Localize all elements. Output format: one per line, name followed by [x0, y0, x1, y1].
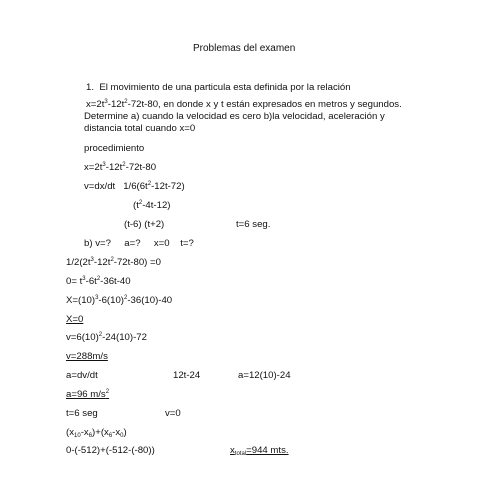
text: -12t	[93, 257, 111, 268]
statement-line-3: distancia total cuando x=0	[84, 123, 196, 134]
exponent: 2	[105, 389, 110, 395]
text: x=2t	[86, 99, 105, 110]
exponent: 2	[147, 181, 152, 187]
text: (x	[66, 427, 74, 438]
exponent: 3	[90, 257, 94, 263]
equation-cubic	[66, 276, 131, 288]
text: -x	[80, 427, 89, 438]
result-velocity: v=288m/s	[66, 351, 108, 362]
text: v=dx/dt 1/6(6t	[84, 181, 148, 192]
time-condition: t=6 seg	[66, 408, 98, 419]
equation-substitution	[66, 295, 172, 307]
text: -72t-80, en donde x y t están expresados en metros y segundos.	[127, 99, 402, 110]
subscript: 0	[120, 433, 124, 439]
question-intro-text: El movimiento de una particula esta definida por la relación	[99, 82, 351, 93]
subscript: 10	[74, 433, 81, 439]
document-title: Problemas del examen	[193, 43, 296, 54]
equation-velocity	[84, 181, 185, 193]
exponent: 3	[102, 162, 106, 168]
result-x-zero: X=0	[66, 314, 84, 325]
text: a=96 m/s	[66, 389, 106, 400]
text: )	[123, 427, 127, 438]
text: X=(10)	[66, 295, 96, 306]
velocity-condition: v=0	[165, 408, 181, 419]
equation-acceleration-value: a=12(10)-24	[238, 370, 291, 381]
text: 1/2(2t	[66, 257, 91, 268]
text: x	[230, 445, 235, 456]
part-b-heading: b) v=? a=? x=0 t=?	[84, 238, 194, 249]
text: =944 mts.	[246, 445, 289, 456]
text: -4t-12)	[142, 200, 171, 211]
text: (t	[133, 200, 139, 211]
text: 0= t	[66, 276, 83, 287]
text: -72t-80	[125, 162, 157, 173]
equation-time-result: t=6 seg.	[236, 219, 271, 230]
exponent: 3	[82, 276, 86, 282]
exponent: 3	[95, 295, 99, 301]
equation-half	[66, 257, 161, 269]
exponent: 2	[124, 99, 128, 105]
text: -x	[112, 427, 121, 438]
exponent: 2	[122, 162, 126, 168]
subscript: total	[234, 451, 247, 457]
question-intro	[86, 82, 351, 94]
text: -72t-80) =0	[113, 257, 161, 268]
text: -12t	[105, 162, 123, 173]
text: -24(10)-72	[102, 332, 147, 343]
equation-velocity-value	[66, 332, 147, 344]
exponent: 2	[96, 276, 101, 282]
exponent: 2	[110, 257, 114, 263]
exponent: 2	[138, 200, 143, 206]
text: x=2t	[84, 162, 103, 173]
equation-acceleration-expr: 12t-24	[173, 370, 201, 381]
equation-position	[84, 162, 156, 174]
procedure-heading: procedimiento	[84, 143, 145, 154]
distance-expression	[66, 427, 127, 439]
result-acceleration	[66, 389, 109, 401]
equation-factors: (t-6) (t+2)	[124, 219, 165, 230]
subscript: 6	[108, 433, 113, 439]
statement-line-2: Determine a) cuando la velocidad es cero b)la velocidad, aceleración y	[84, 111, 385, 122]
distance-calculation: 0-(-512)+(-512-(-80))	[66, 445, 155, 456]
exponent: 3	[104, 99, 108, 105]
exponent: 2	[124, 295, 128, 301]
text: -6t	[85, 276, 97, 287]
text: -36(10)-40	[127, 295, 173, 306]
subscript: 6	[88, 433, 93, 439]
text: -12t-72)	[151, 181, 185, 192]
text: )+(x	[92, 427, 109, 438]
question-number: 1.	[86, 82, 95, 93]
result-total-distance	[230, 445, 289, 457]
equation-simplified	[133, 200, 170, 212]
text: v=6(10)	[66, 332, 99, 343]
exponent: 2	[98, 332, 103, 338]
text: -36t-40	[100, 276, 131, 287]
equation-acceleration-def: a=dv/dt	[66, 370, 98, 381]
text: -6(10)	[98, 295, 124, 306]
statement-line-1	[86, 99, 402, 111]
text: -12t	[107, 99, 125, 110]
